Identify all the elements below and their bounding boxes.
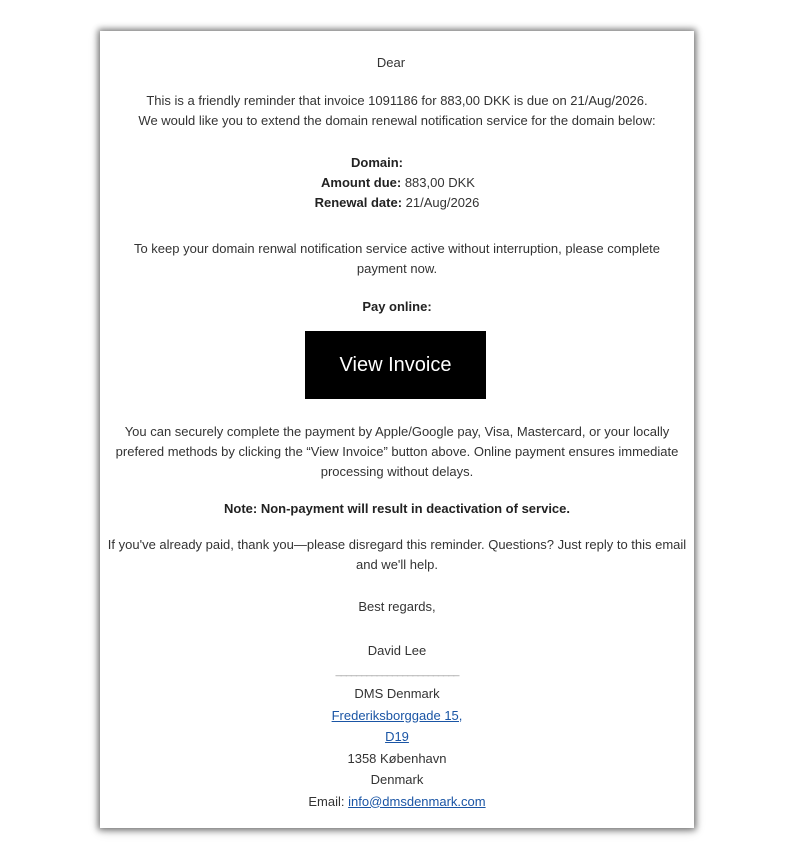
address-link-line-2[interactable]: D19 xyxy=(385,729,409,744)
view-invoice-button[interactable]: View Invoice xyxy=(305,331,486,399)
city: 1358 København xyxy=(347,750,447,766)
keep-active-paragraph: To keep your domain renwal notification service active without interruption, please complete payment now. xyxy=(133,241,661,276)
pay-online-label: Pay online: xyxy=(362,299,432,314)
intro-line-2: We would like you to extend the domain renewal notification service for the domain below: xyxy=(138,113,656,128)
renewal-row xyxy=(100,193,694,213)
signature-name: David Lee xyxy=(367,643,427,658)
amount-label: Amount due: xyxy=(321,175,402,190)
already-paid-paragraph: If you've already paid, thank you—please disregard this reminder. Questions? Just reply to this email and we'll help. xyxy=(107,537,687,572)
email-label: Email: xyxy=(308,793,349,809)
domain-label: Domain: xyxy=(351,155,403,170)
intro-paragraph xyxy=(100,91,694,131)
deactivation-note: Note: Non-payment will result in deactivation of service. xyxy=(223,501,571,516)
address-link-line-1[interactable]: Frederiksborggade 15, xyxy=(331,707,463,723)
secure-payment-paragraph: You can securely complete the payment by Apple/Google pay, Visa, Mastercard, or your locally prefered methods by clicking the “View Invoice” button above. Online payment ensures immediate processing without delays. xyxy=(115,424,679,479)
signature-separator: ________________________ xyxy=(335,665,459,677)
country: Denmark xyxy=(370,772,424,787)
email-body xyxy=(100,31,694,828)
intro-line-1: This is a friendly reminder that invoice 1091186 for 883,00 DKK is due on 21/Aug/2026. xyxy=(146,93,648,108)
email-link[interactable]: info@dmsdenmark.com xyxy=(348,793,486,809)
email-frame xyxy=(100,31,694,828)
renewal-value: 21/Aug/2026 xyxy=(405,195,480,210)
domain-row xyxy=(60,153,694,173)
company-name: DMS Denmark xyxy=(354,686,440,701)
invoice-details xyxy=(100,153,694,213)
email-line xyxy=(100,791,694,813)
amount-value: 883,00 DKK xyxy=(404,175,475,190)
amount-row xyxy=(102,173,694,193)
renewal-label: Renewal date: xyxy=(314,195,403,210)
greeting: Dear xyxy=(376,55,406,70)
signature-footer xyxy=(100,683,694,812)
closing: Best regards, xyxy=(358,599,436,614)
